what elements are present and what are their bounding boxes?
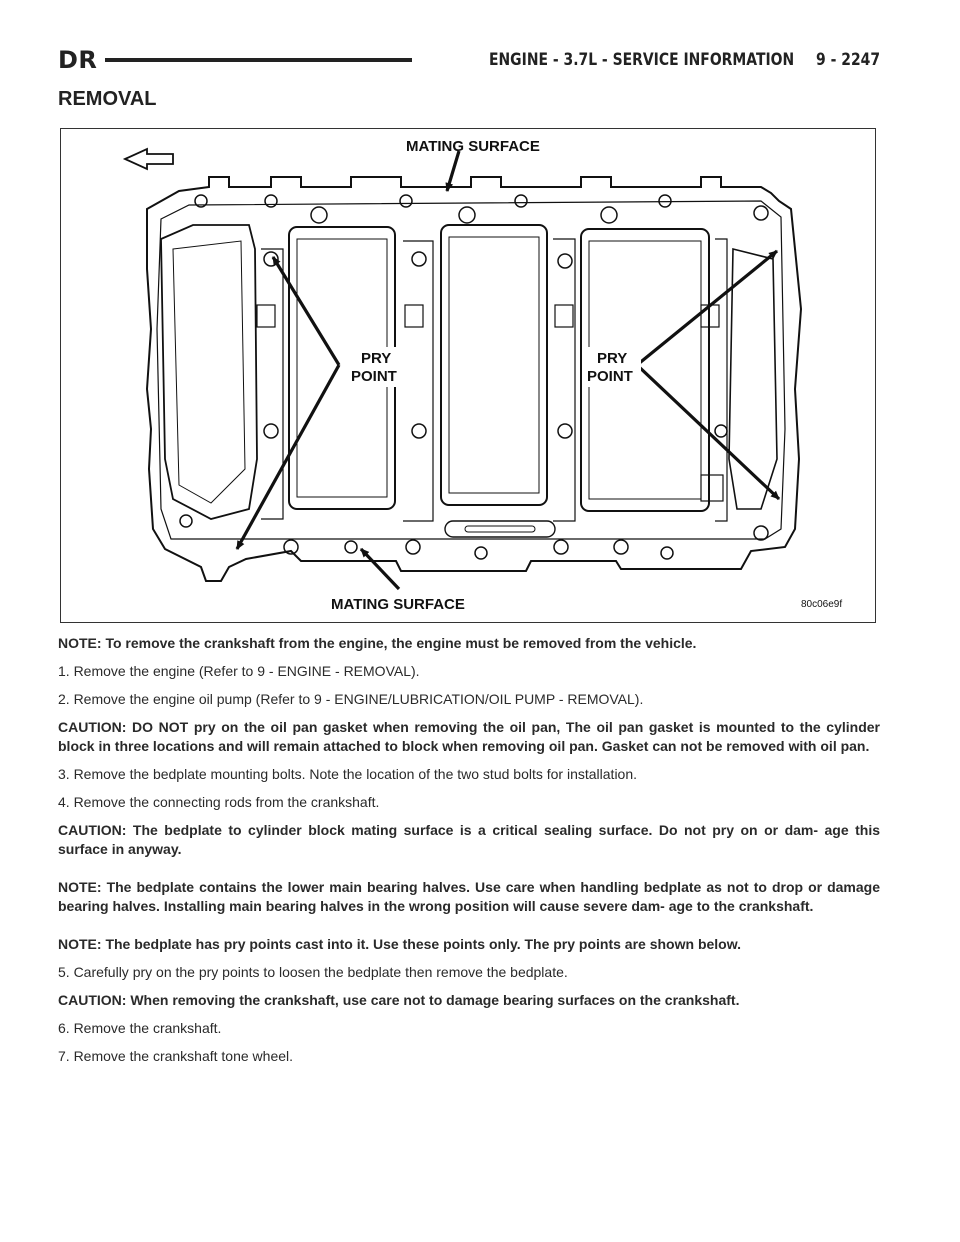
caution-mating-surface: CAUTION: The bedplate to cylinder block mating surface is a critical sealing surface. Do not pry on or dam- age this surface in anyway. <box>58 822 880 857</box>
bedplate-figure <box>60 128 876 623</box>
label-mating-surface-top: MATING SURFACE <box>406 138 540 155</box>
header-rule <box>105 58 411 62</box>
note-pry-points: NOTE: The bedplate has pry points cast into it. Use these points only. The pry points are shown below. <box>58 936 741 952</box>
step-1: 1. Remove the engine (Refer to 9 - ENGINE - REMOVAL). <box>58 663 420 679</box>
step-3: 3. Remove the bedplate mounting bolts. Note the location of the two stud bolts for installation. <box>58 766 638 782</box>
header-title: ENGINE - 3.7L - SERVICE INFORMATION <box>488 49 794 70</box>
step-6: 6. Remove the crankshaft. <box>58 1020 222 1036</box>
label-mating-surface-bottom: MATING SURFACE <box>331 596 465 613</box>
header-section-code: DR <box>58 46 98 74</box>
bay-5 <box>729 249 777 509</box>
note-remove-engine: NOTE: To remove the crankshaft from the engine, the engine must be removed from the vehicle. <box>58 635 697 651</box>
bay-1 <box>161 225 257 519</box>
label-pry-point-left-2: POINT <box>351 368 397 385</box>
label-pry-point-left-1: PRY <box>361 350 392 367</box>
step-2: 2. Remove the engine oil pump (Refer to 9 - ENGINE/LUBRICATION/OIL PUMP - REMOVAL). <box>58 691 644 707</box>
note-bearing-halves: NOTE: The bedplate contains the lower main bearing halves. Use care when handling bedplate as not to drop or damage bearing halves. Installing main bearing halves in the wrong position will cause severe dam- age to the crankshaft. <box>58 879 880 914</box>
step-5: 5. Carefully pry on the pry points to loosen the bedplate then remove the bedplate. <box>58 964 568 980</box>
procedure-content <box>58 634 880 1075</box>
step-7: 7. Remove the crankshaft tone wheel. <box>58 1048 294 1064</box>
caution-oil-pan-gasket: CAUTION: DO NOT pry on the oil pan gasket when removing the oil pan, The oil pan gasket is mounted to the cylinder block in three locations and will remain attached to block when removing oil pan. Gasket can not be removed with oil pan. <box>58 719 880 754</box>
caution-bearing-surfaces: CAUTION: When removing the crankshaft, use care not to damage bearing surfaces on the crankshaft. <box>58 992 740 1008</box>
label-pry-point-right-1: PRY <box>597 350 628 367</box>
figure-id: 80c06e9f <box>801 599 843 610</box>
section-title: REMOVAL <box>58 88 157 110</box>
step-4: 4. Remove the connecting rods from the crankshaft. <box>58 794 380 810</box>
bedplate-diagram <box>61 129 875 622</box>
page-header <box>58 44 880 76</box>
header-page-number: 9 - 2247 <box>816 49 880 70</box>
bay-3 <box>441 225 547 505</box>
label-pry-point-right-2: POINT <box>587 368 633 385</box>
direction-arrow-icon <box>125 149 173 169</box>
